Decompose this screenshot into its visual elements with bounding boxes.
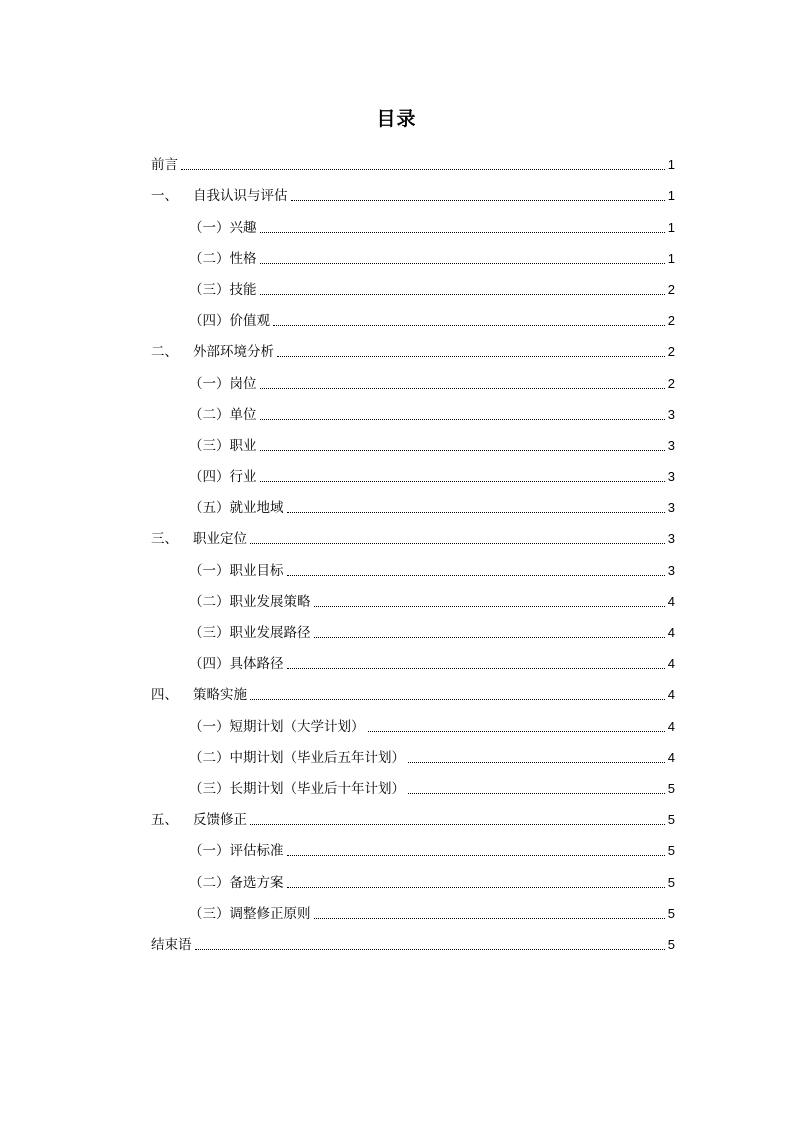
toc-dot-leader [260,388,665,389]
toc-dot-leader [291,200,665,201]
toc-entry-text: （二）性格 [189,250,257,267]
toc-page-number: 5 [667,874,675,890]
toc-entry-text: （三）调整修正原则 [189,905,311,922]
toc-page-number: 5 [667,843,675,859]
toc-entry[interactable] [151,892,675,923]
toc-dot-leader [408,793,665,794]
toc-dot-leader [260,232,665,233]
toc-entry[interactable] [151,767,675,798]
toc-entry-text: （四）价值观 [189,313,270,330]
toc-entry[interactable] [151,143,675,174]
toc-entry[interactable] [151,174,675,205]
toc-entry[interactable] [151,361,675,392]
toc-entry-number: 一、 [151,188,178,205]
toc-entry[interactable] [151,393,675,424]
toc-list [151,143,675,954]
toc-page-number: 2 [667,313,675,329]
toc-entry-number: 三、 [151,531,178,548]
toc-dot-leader [314,637,665,638]
toc-page-number: 1 [667,188,675,204]
toc-page-number: 5 [667,936,675,952]
toc-dot-leader [260,419,665,420]
toc-entry-text: （一）职业目标 [189,562,284,579]
toc-page-number: 5 [667,812,675,828]
toc-page-number: 5 [667,905,675,921]
toc-entry[interactable] [151,299,675,330]
toc-entry-text: （五）就业地域 [189,500,284,517]
toc-entry-text: 前言 [151,157,178,174]
toc-dot-leader [260,481,665,482]
toc-dot-leader [408,762,665,763]
toc-page-number: 1 [667,219,675,235]
toc-entry[interactable] [151,268,675,299]
toc-entry-text: 外部环境分析 [193,344,274,361]
toc-entry[interactable] [151,548,675,579]
toc-entry[interactable] [151,237,675,268]
toc-page-number: 4 [667,718,675,734]
toc-dot-leader [273,325,665,326]
toc-entry-text: （三）职业 [189,437,257,454]
toc-page-number: 3 [667,406,675,422]
toc-dot-leader [287,855,665,856]
toc-dot-leader [250,543,665,544]
toc-dot-leader [260,263,665,264]
toc-dot-leader [368,731,665,732]
toc-entry-number: 五、 [151,812,178,829]
toc-entry[interactable] [151,424,675,455]
toc-entry-text: （一）兴趣 [189,219,257,236]
toc-entry-text: （二）职业发展策略 [189,593,311,610]
toc-entry-text: （三）技能 [189,281,257,298]
toc-dot-leader [314,606,665,607]
toc-dot-leader [314,918,665,919]
toc-page-number: 1 [667,250,675,266]
toc-page-number: 4 [667,749,675,765]
toc-entry[interactable] [151,798,675,829]
toc-entry-text: 自我认识与评估 [193,188,288,205]
toc-entry-number: 四、 [151,687,178,704]
toc-dot-leader [287,887,665,888]
toc-page-number: 4 [667,593,675,609]
toc-entry-text: 结束语 [151,936,192,953]
toc-entry-text: 策略实施 [193,687,247,704]
toc-entry[interactable] [151,923,675,954]
toc-entry[interactable] [151,673,675,704]
toc-dot-leader [287,575,665,576]
toc-dot-leader [181,169,665,170]
toc-dot-leader [277,356,665,357]
toc-entry-text: 反馈修正 [193,812,247,829]
toc-entry-text: （四）具体路径 [189,656,284,673]
toc-entry[interactable] [151,580,675,611]
toc-entry[interactable] [151,642,675,673]
toc-dot-leader [260,294,665,295]
toc-entry-text: （一）短期计划（大学计划） [189,718,365,735]
toc-page-number: 4 [667,625,675,640]
toc-entry-text: （四）行业 [189,469,257,486]
toc-page-number: 3 [667,500,675,516]
toc-entry[interactable] [151,330,675,361]
toc-entry-text: （一）岗位 [189,375,257,392]
toc-title: 目录 [376,108,417,130]
toc-entry[interactable] [151,486,675,517]
toc-dot-leader [195,949,665,950]
toc-page-number: 2 [667,375,675,391]
toc-page-number: 3 [667,469,675,485]
toc-entry[interactable] [151,611,675,642]
toc-page-number: 5 [667,780,675,796]
toc-entry-text: （三）长期计划（毕业后十年计划） [189,780,405,797]
toc-page-number: 2 [667,281,675,297]
toc-dot-leader [250,699,665,700]
toc-page-number: 3 [667,437,675,453]
toc-page-number: 4 [667,687,675,703]
toc-entry-text: （二）中期计划（毕业后五年计划） [189,749,405,766]
toc-entry-text: （二）备选方案 [189,874,284,891]
toc-page-number: 4 [667,656,675,672]
toc-page-number: 3 [667,562,675,578]
toc-entry[interactable] [151,704,675,735]
toc-dot-leader [287,668,665,669]
toc-entry[interactable] [151,860,675,891]
toc-page-number: 1 [667,157,675,173]
toc-entry-number: 二、 [151,344,178,361]
toc-dot-leader [287,512,665,513]
toc-page-number: 2 [667,344,675,360]
toc-entry[interactable] [151,455,675,486]
toc-entry[interactable] [151,829,675,860]
toc-page-number: 3 [667,531,675,547]
toc-entry[interactable] [151,205,675,236]
toc-entry-text: （二）单位 [189,406,257,423]
toc-entry-text: （一）评估标准 [189,843,284,860]
toc-entry-text: 职业定位 [193,531,247,548]
toc-dot-leader [260,450,665,451]
toc-entry-text: （三）职业发展路径 [189,625,311,641]
toc-entry[interactable] [151,517,675,548]
toc-entry[interactable] [151,736,675,767]
toc-dot-leader [250,824,665,825]
